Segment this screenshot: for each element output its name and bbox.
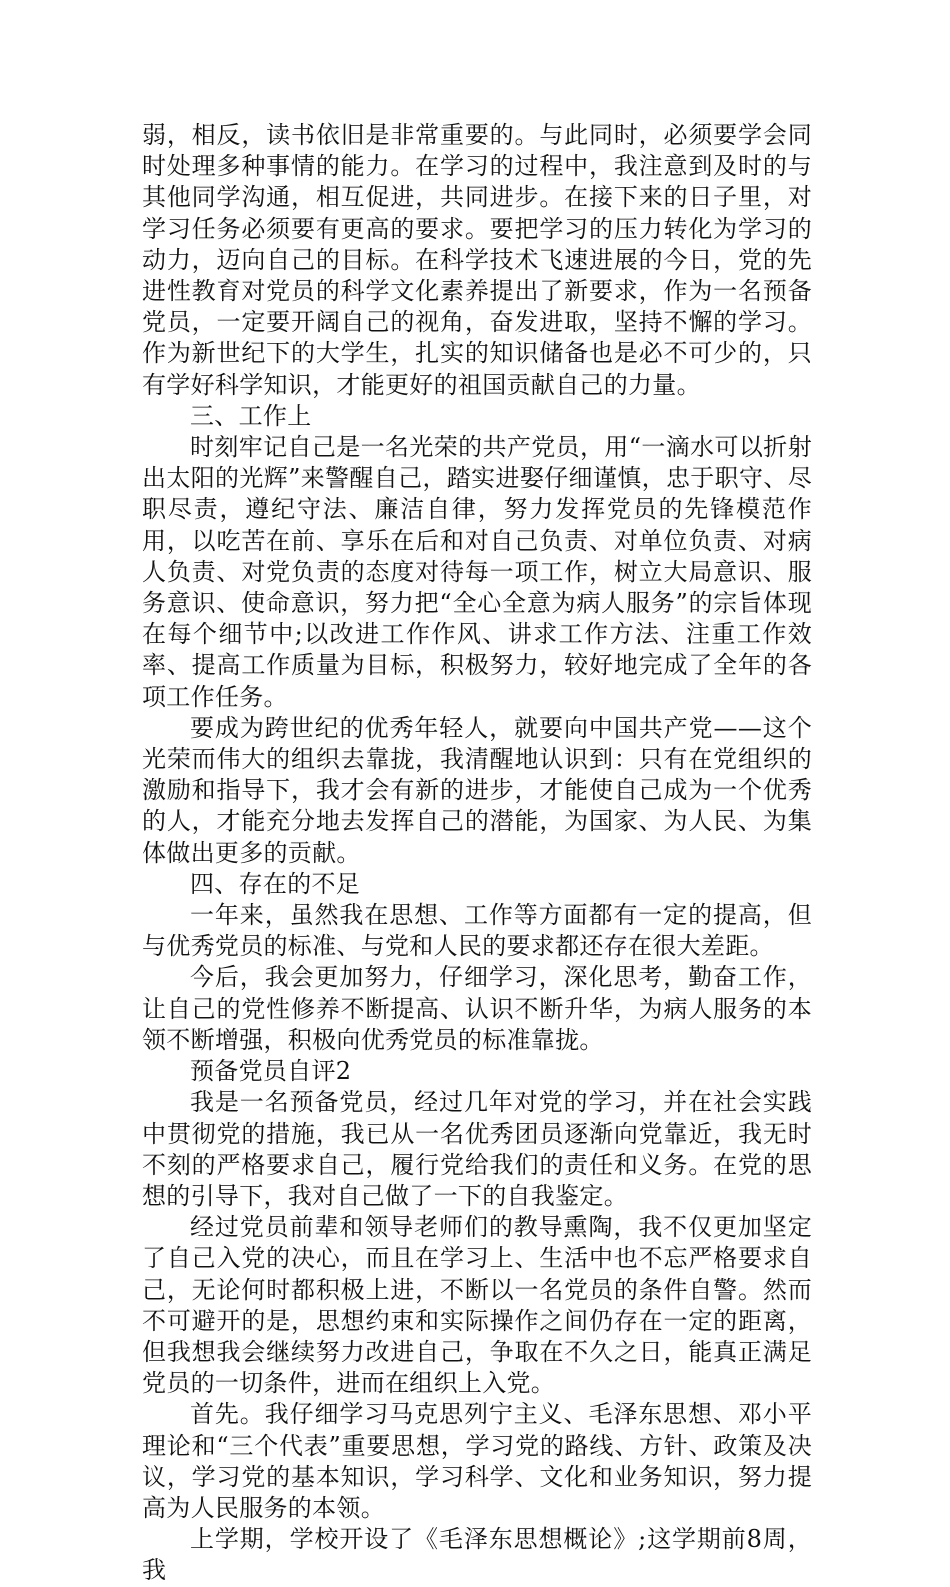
- paragraph-work: 时刻牢记自己是一名光荣的共产党员，用“一滴水可以折射出太阳的光辉”来警醒自己，踏实进娶仔细谨慎，忠于职守、尽职尽责，遵纪守法、廉洁自律，努力发挥党员的先锋模范作用，以吃苦在前、享乐在后和对自己负责、对单位负责、对病人负责、对党负责的态度对待每一项工作，树立大局意识、服务意识、使命意识，努力把“全心全意为病人服务”的宗旨体现在每个细节中;以改进工作作风、讲求工作方法、注重工作效率、提高工作质量为目标，积极努力，较好地完成了全年的各项工作任务。: [142, 433, 812, 711]
- paragraph-theory-study: 首先。我仔细学习马克思列宁主义、毛泽东思想、邓小平理论和“三个代表”重要思想，学习党的路线、方针、政策及决议，学习党的基本知识，学习科学、文化和业务知识，努力提高为人民服务的本领。: [142, 1400, 812, 1522]
- paragraph-guidance: 经过党员前辈和领导老师们的教导熏陶，我不仅更加坚定了自己入党的决心，而且在学习上、生活中也不忘严格要求自己，无论何时都积极上进，不断以一名党员的条件自警。然而不可避开的是，思想约束和实际操作之间仍存在一定的距离，但我想我会继续努力改进自己，争取在不久之日，能真正满足党员的一切条件，进而在组织上入党。: [142, 1213, 812, 1398]
- paragraph-study-continued: 弱，相反，读书依旧是非常重要的。与此同时，必须要学会同时处理多种事情的能力。在学习的过程中，我注意到及时的与其他同学沟通，相互促进，共同进步。在接下来的日子里，对学习任务必须要有更高的要求。要把学习的压力转化为学习的动力，迈向自己的目标。在科学技术飞速进展的今日，党的先进性教育对党员的科学文化素养提出了新要求，作为一名预备党员，一定要开阔自己的视角，奋发进取，坚持不懈的学习。作为新世纪下的大学生，扎实的知识储备也是必不可少的，只有学好科学知识，才能更好的祖国贡献自己的力量。: [142, 121, 812, 399]
- document-body: [142, 120, 812, 1587]
- paragraph-aspiration: 要成为跨世纪的优秀年轻人，就要向中国共产党——这个光荣而伟大的组织去靠拢，我清醒地认识到：只有在党组织的激励和指导下，我才会有新的进步，才能使自己成为一个优秀的人，才能充分地去发挥自己的潜能，为国家、为人民、为集体做出更多的贡献。: [142, 713, 812, 867]
- section-heading-work: 三、工作上: [190, 401, 312, 430]
- paragraph-shortcomings: 一年来，虽然我在思想、工作等方面都有一定的提高，但与优秀党员的标准、与党和人民的要求都还存在很大差距。: [142, 901, 812, 961]
- paragraph-intro: 我是一名预备党员，经过几年对党的学习，并在社会实践中贯彻党的措施，我已从一名优秀团员逐渐向党靠近，我无时不刻的严格要求自己，履行党给我们的责任和义务。在党的思想的引导下，我对自己做了一下的自我鉴定。: [142, 1088, 812, 1210]
- section-heading-shortcomings: 四、存在的不足: [190, 869, 361, 898]
- paragraph-future: 今后，我会更加努力，仔细学习，深化思考，勤奋工作，让自己的党性修养不断提高、认识不断升华，为病人服务的本领不断增强，积极向优秀党员的标准靠拢。: [142, 963, 812, 1054]
- section-heading-self-review-2: 预备党员自评2: [190, 1057, 352, 1086]
- paragraph-last-semester: 上学期，学校开设了《毛泽东思想概论》;这学期前8周，我: [142, 1525, 812, 1585]
